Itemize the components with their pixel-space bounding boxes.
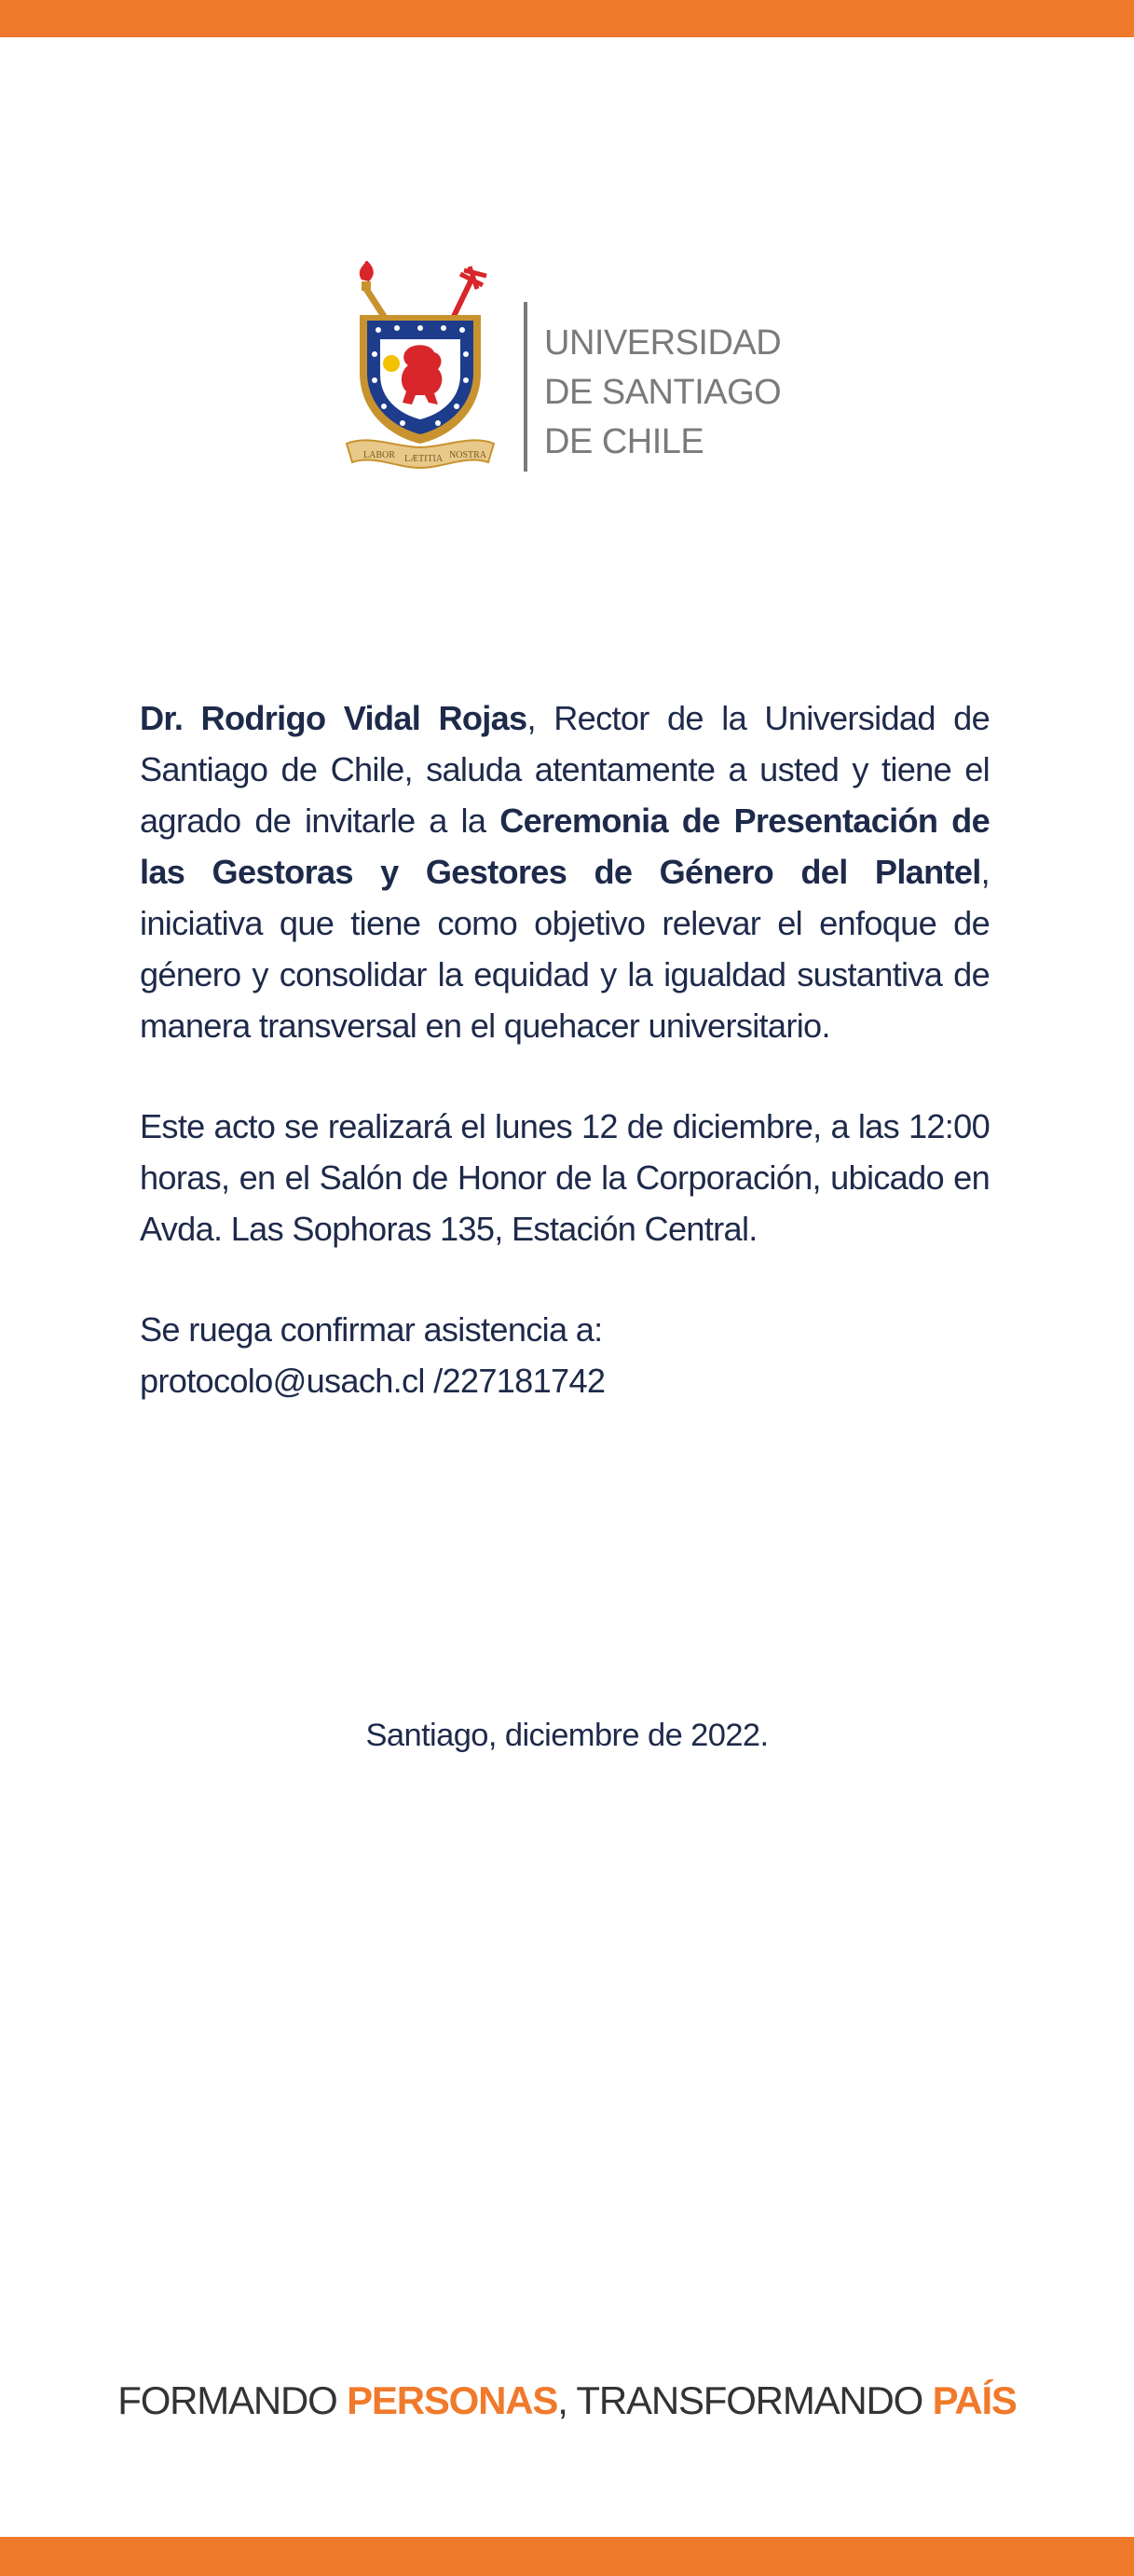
svg-text:LÆTITIA: LÆTITIA (404, 454, 444, 464)
university-wordmark (544, 319, 781, 467)
bottom-accent-bar (0, 2537, 1134, 2576)
invitation-body (140, 692, 990, 1406)
invitation-text-a: , Rector de la Universidad de Santiago de Chile, saluda atentamente a usted y tiene el agrado de invitarle a la (140, 699, 990, 840)
top-accent-bar (0, 0, 1134, 37)
invitation-paragraph-1 (140, 692, 990, 1051)
wordmark-line-1: UNIVERSIDAD (544, 323, 782, 363)
svg-text:NOSTRA: NOSTRA (449, 450, 487, 460)
rsvp-paragraph (140, 1304, 990, 1406)
event-name: Ceremonia de Presentación de las Gestoras y Gestores de Género del Plantel (140, 802, 991, 891)
rsvp-contact: protocolo@usach.cl /227181742 (140, 1362, 606, 1400)
slogan-part-3: , TRANSFORMANDO (557, 2378, 933, 2422)
rsvp-line: Se ruega confirmar asistencia a: (140, 1310, 603, 1349)
wordmark-line-2: DE SANTIAGO (544, 373, 782, 412)
invitation-text-b: , iniciativa que tiene como objetivo relevar el enfoque de género y consolidar la equidad y la igualdad sustantiva de manera transversal en el quehacer universitario. (140, 853, 990, 1045)
logo-divider (524, 302, 527, 472)
slogan-part-2: PERSONAS (347, 2378, 558, 2422)
dateline: Santiago, diciembre de 2022. (365, 1718, 769, 1753)
rector-name: Dr. Rodrigo Vidal Rojas (140, 699, 527, 737)
invitation-paragraph-2: Este acto se realizará el lunes 12 de diciembre, a las 12:00 horas, en el Salón de Honor de la Corporación, ubicado en Avda. Las Sophoras 135, Estación Central. (140, 1107, 990, 1248)
slogan-part-1: FORMANDO (117, 2378, 348, 2422)
university-logo (341, 261, 807, 475)
svg-text:LABOR: LABOR (363, 450, 395, 460)
wordmark-line-3: DE CHILE (544, 422, 704, 461)
slogan-part-4: PAÍS (932, 2378, 1017, 2422)
coat-of-arms-icon (341, 261, 499, 475)
slogan (0, 2378, 1134, 2423)
